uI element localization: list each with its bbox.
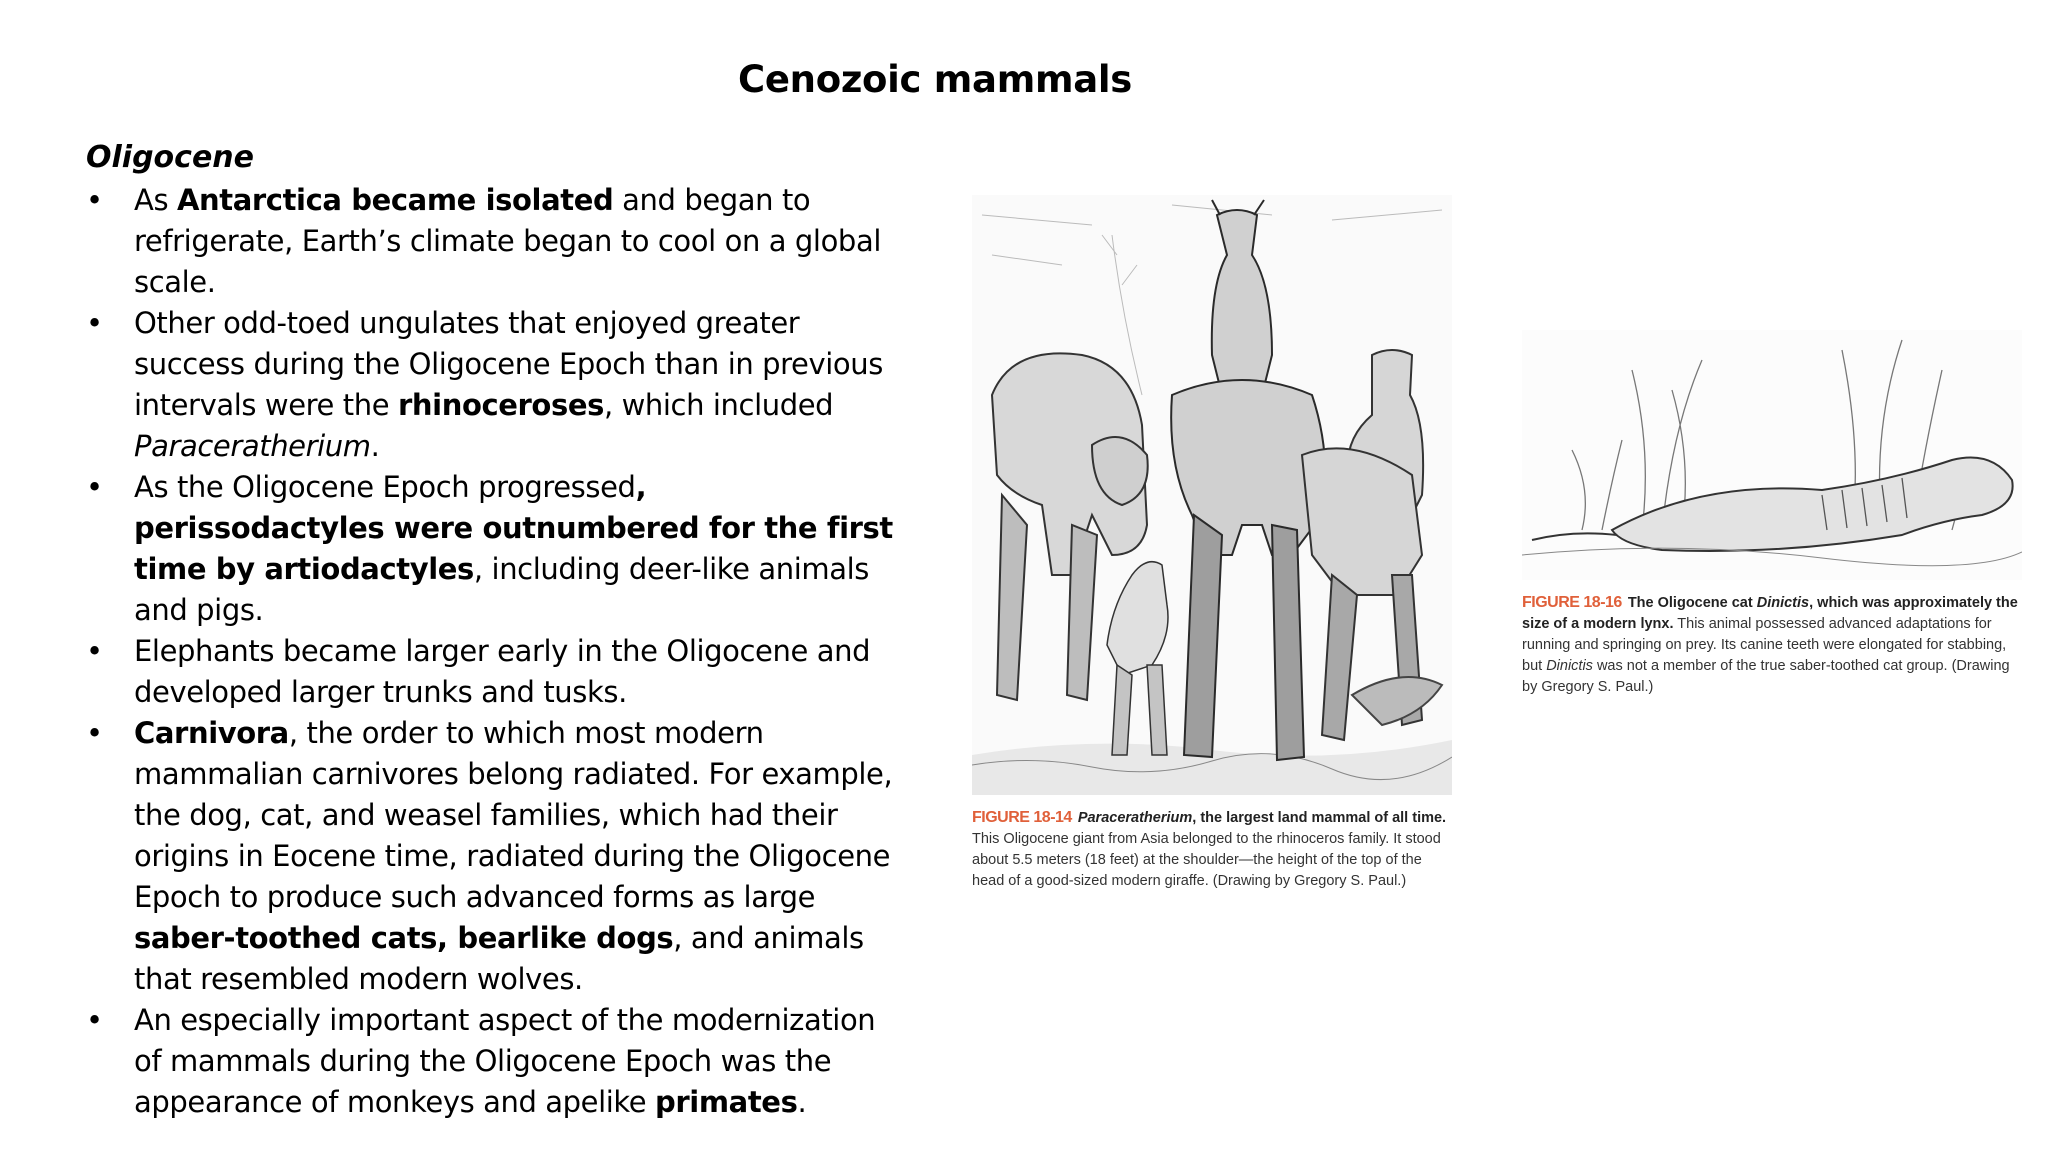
dinictis-drawing (1522, 330, 2022, 580)
figure-paraceratherium (972, 195, 1452, 892)
section-subheading: Oligocene (86, 140, 254, 175)
bullet-item: • Other odd-toed ungulates that enjoyed greater success during the Oligocene Epoch than in previous intervals were the rhinoceroses, which included Paraceratherium. (86, 303, 906, 467)
bullet-item: • Elephants became larger early in the Oligocene and developed larger trunks and tusks. (86, 631, 906, 713)
bullet-item: • An especially important aspect of the modernization of mammals during the Oligocene Epoch was the appearance of monkeys and apelike primates. (86, 1000, 906, 1123)
paraceratherium-drawing (972, 195, 1452, 795)
figure-label: FIGURE 18-14 (972, 809, 1072, 826)
bullet-item: • As the Oligocene Epoch progressed, perissodactyles were outnumbered for the first time by artiodactyles, including deer-like animals and pigs. (86, 467, 906, 631)
bullet-list (86, 180, 906, 1123)
slide-title: Cenozoic mammals (738, 58, 1132, 101)
figure-label: FIGURE 18-16 (1522, 594, 1622, 611)
bullet-item: • Carnivora, the order to which most modern mammalian carnivores belong radiated. For example, the dog, cat, and weasel families, which had their origins in Eocene time, radiated during the Oligocene Epoch to produce such advanced forms as large saber-toothed cats, bearlike dogs, and animals that resembled modern wolves. (86, 713, 906, 1000)
figure-caption-left: FIGURE 18-14 Paraceratherium, the largest land mammal of all time. This Oligocene giant from Asia belonged to the rhinoceros family. It stood about 5.5 meters (18 feet) at the shoulder—the height of the top of the head of a good-sized modern giraffe. (Drawing by Gregory S. Paul.) (972, 809, 1447, 889)
figure-caption-right: FIGURE 18-16 The Oligocene cat Dinictis, which was approximately the size of a modern lynx. This animal possessed advanced adaptations for running and springing on prey. Its canine teeth were elongated for stabbing, but Dinictis was not a member of the true saber-toothed cat group. (Drawing by Gregory S. Paul.) (1522, 594, 2018, 695)
bullet-item: • As Antarctica became isolated and began to refrigerate, Earth’s climate began to cool on a global scale. (86, 180, 906, 303)
figure-dinictis (1522, 330, 2022, 698)
